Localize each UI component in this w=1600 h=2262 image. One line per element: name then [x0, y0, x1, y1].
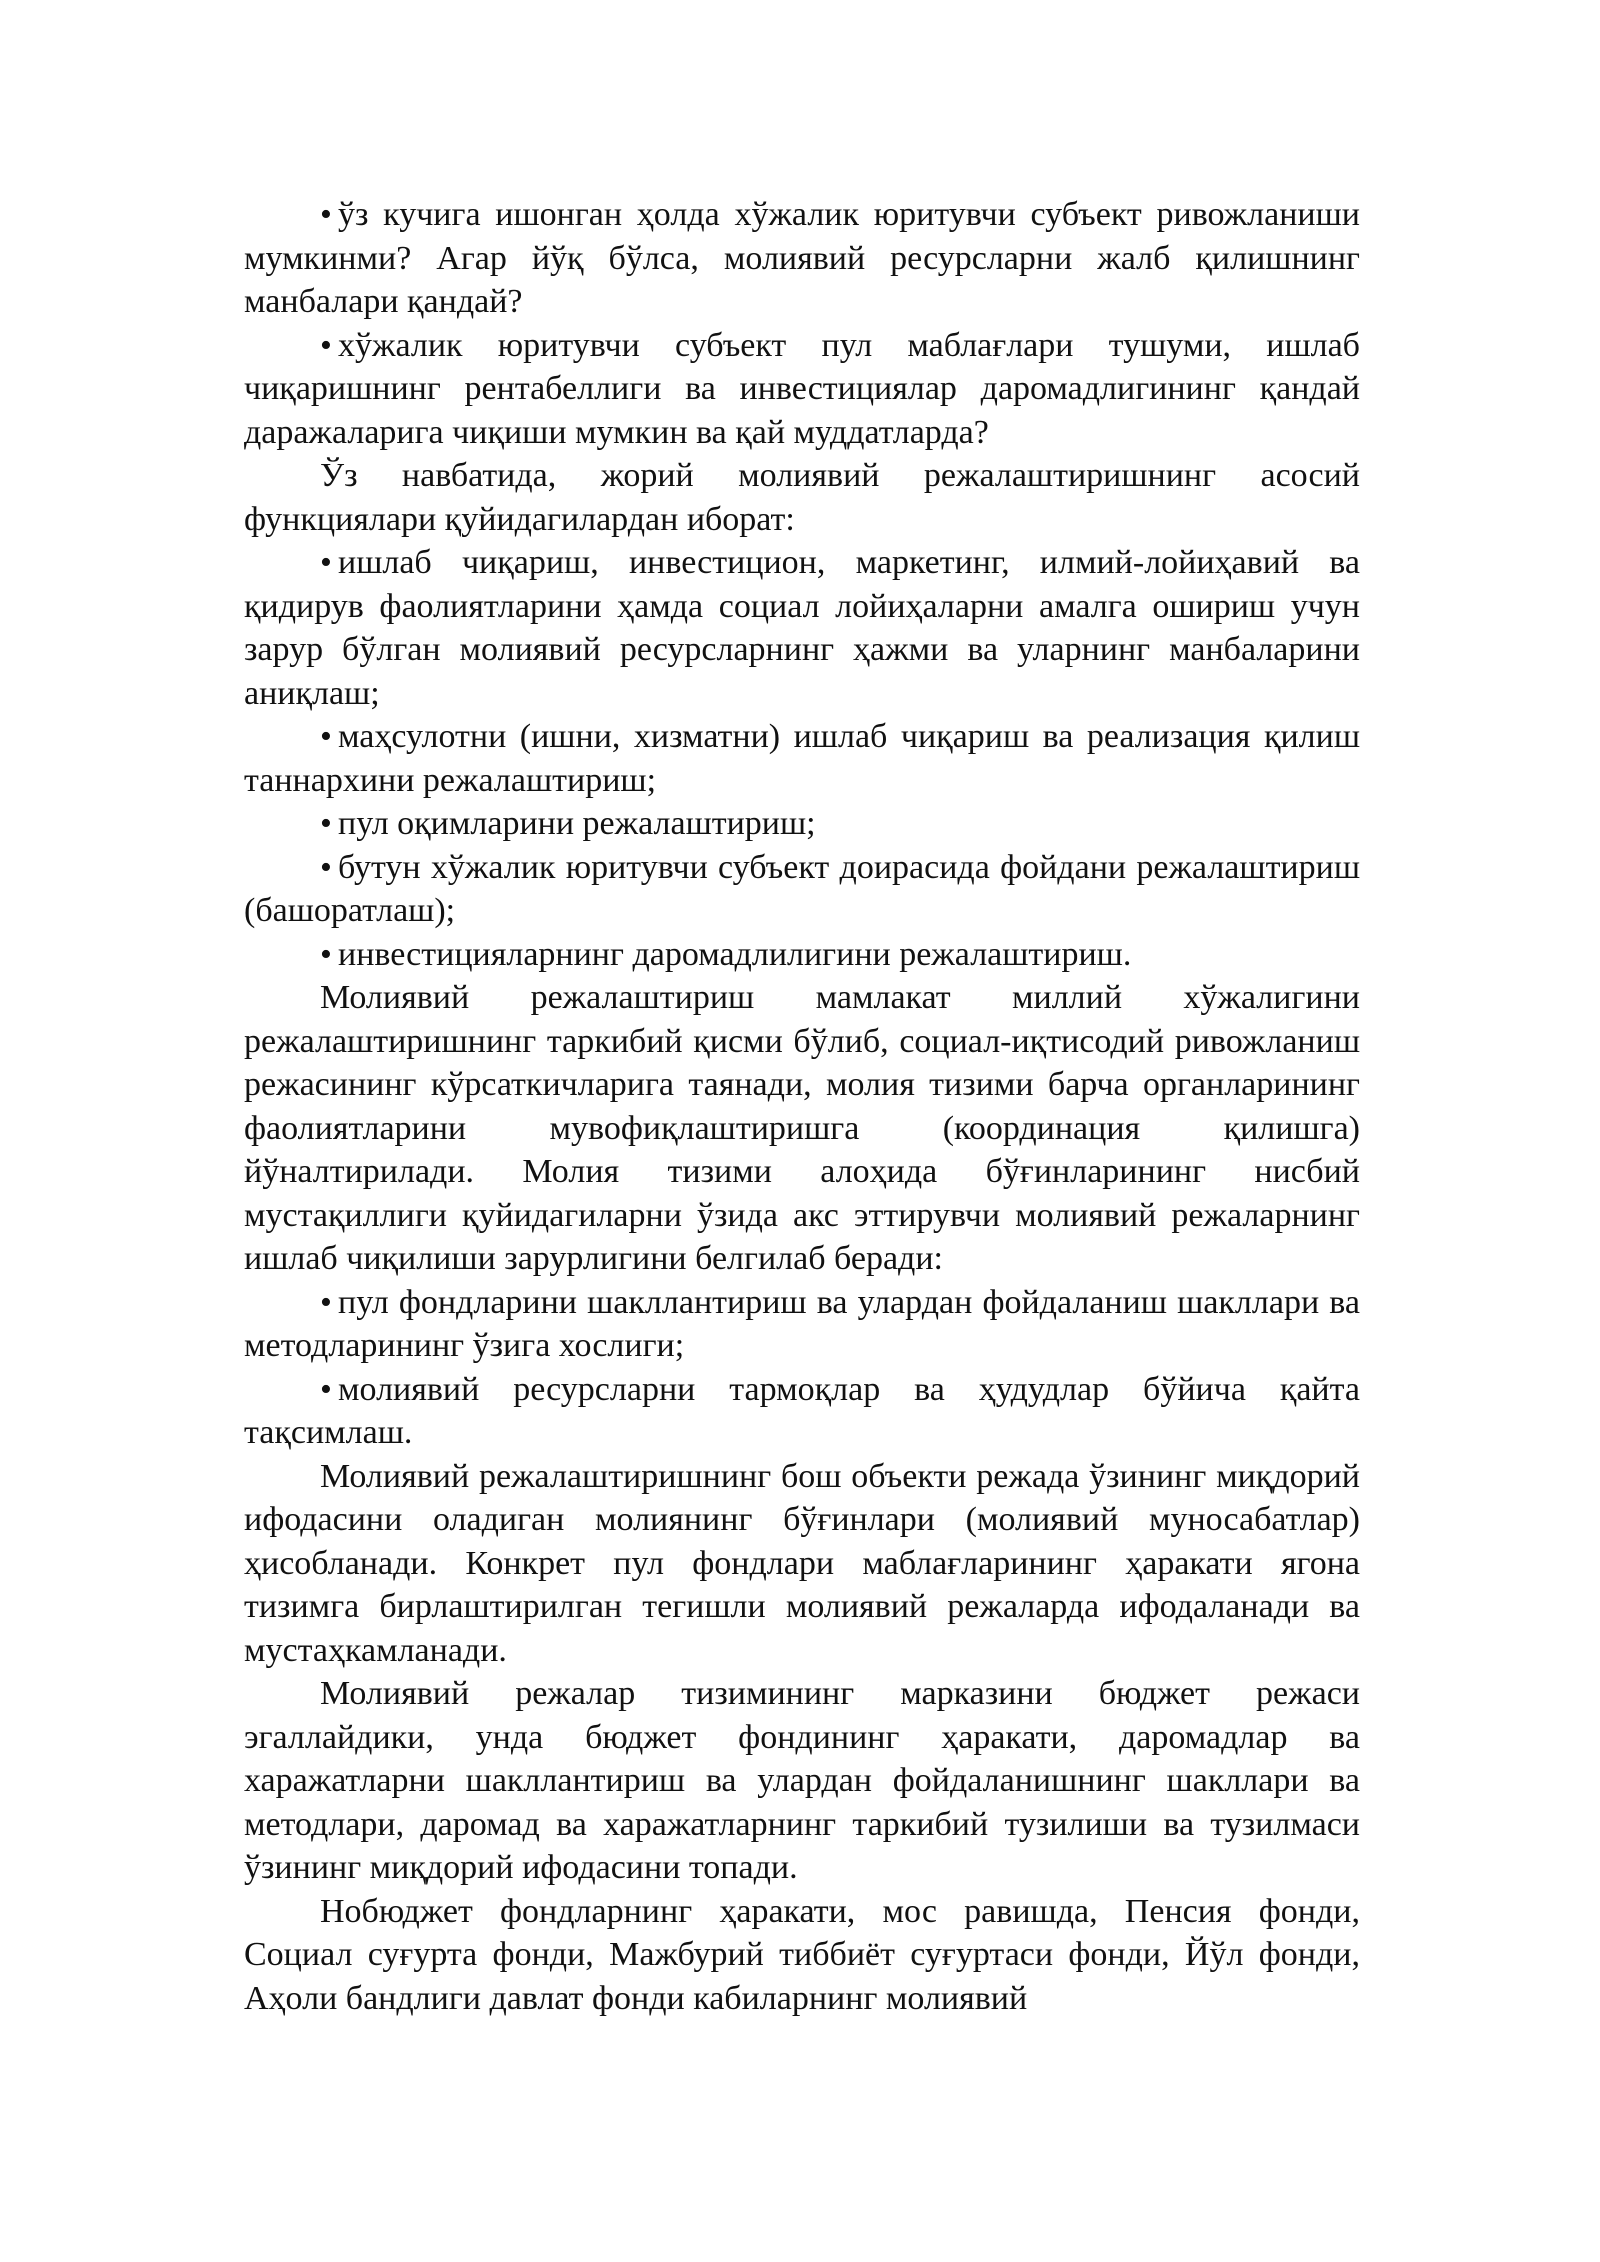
paragraph-text: пул оқимларини режалаштириш; [338, 805, 816, 842]
bullet-paragraph [244, 846, 1360, 933]
bullet-icon: • [320, 1283, 332, 1321]
paragraph-text: бутун хўжалик юритувчи субъект доирасида фойдани режалаштириш (башоратлаш); [244, 848, 1360, 929]
bullet-paragraph [244, 193, 1360, 324]
bullet-paragraph [244, 1368, 1360, 1455]
paragraph-text: маҳсулотни (ишни, хизматни) ишлаб чиқариш ва реализация қилиш таннархини режалаштириш; [244, 718, 1360, 799]
bullet-paragraph [244, 802, 1360, 846]
bullet-icon: • [320, 326, 332, 364]
bullet-icon: • [320, 718, 332, 755]
bullet-icon: • [320, 848, 332, 886]
bullet-icon: • [320, 1370, 332, 1408]
paragraph-text: хўжалик юритувчи субъект пул маблағлари тушуми, ишлаб чиқаришнинг рентабеллиги ва инвестициялар даромадлигининг қандай даражаларига чиқиши мумкин ва қай муддатларда? [244, 326, 1360, 451]
bullet-paragraph [244, 933, 1360, 977]
paragraph-text: ўз кучига ишонган ҳолда хўжалик юритувчи субъект ривожланиши мумкинми? Агар йўқ бўлса, молиявий ресурсларни жалб қилишнинг манбалари қандай? [244, 196, 1360, 320]
body-paragraph [244, 1455, 1360, 1673]
paragraph-text: Молиявий режалаштириш мамлакат миллий хўжалигини режалаштиришнинг таркибий қисми бўлиб, социал-иқтисодий ривожланиш режасининг кўрсаткичларига таянади, молия тизими барча органларининг фаолиятларини мувофиқлаштиришга (координация қилишга) йўналтирилади. Молия тизими алоҳида бўғинларининг нисбий мустақиллиги қуйидагиларни ўзида акс эттирувчи молиявий режаларнинг ишлаб чиқилиши зарурлигини белгилаб беради: [244, 979, 1360, 1277]
bullet-icon: • [320, 935, 332, 973]
bullet-paragraph [244, 1281, 1360, 1368]
paragraph-text: молиявий ресурсларни тармоқлар ва ҳудудлар бўйича қайта тақсимлаш. [244, 1370, 1360, 1451]
paragraph-text: пул фондларини шакллантириш ва улардан фойдаланиш шакллари ва методларининг ўзига хослиги; [244, 1283, 1360, 1364]
bullet-icon: • [320, 196, 332, 233]
document-page [244, 193, 1360, 2020]
paragraph-text: Нобюджет фондларнинг ҳаракати, мос равишда, Пенсия фонди, Социал суғурта фонди, Мажбурий тиббиёт суғуртаси фонди, Йўл фонди, Аҳоли бандлиги давлат фонди кабиларнинг молиявий [244, 1892, 1360, 2017]
body-paragraph [244, 454, 1360, 541]
paragraph-text: Молиявий режалар тизимининг марказини бюджет режаси эгаллайдики, унда бюджет фондининг ҳаракати, даромадлар ва харажатларни шакллантириш ва улардан фойдаланишнинг шакллари ва методлари, даромад ва харажатларнинг таркибий тузилиши ва тузилмаси ўзининг миқдорий ифодасини топади. [244, 1675, 1360, 1886]
paragraph-text: Молиявий режалаштиришнинг бош объекти режада ўзининг миқдорий ифодасини оладиган молиянинг бўғинлари (молиявий муносабатлар) ҳисобланади. Конкрет пул фондлари маблағларининг ҳаракати ягона тизимга бирлаштирилган тегишли молиявий режаларда ифодаланади ва мустаҳкамланади. [244, 1457, 1360, 1669]
bullet-icon: • [320, 544, 332, 581]
bullet-paragraph [244, 715, 1360, 802]
paragraph-text: инвестицияларнинг даромадлилигини режалаштириш. [338, 935, 1132, 973]
bullet-paragraph [244, 324, 1360, 455]
body-paragraph [244, 1672, 1360, 1890]
body-paragraph [244, 976, 1360, 1281]
body-paragraph [244, 1890, 1360, 2021]
bullet-icon: • [320, 805, 332, 842]
bullet-paragraph [244, 541, 1360, 715]
paragraph-text: ишлаб чиқариш, инвестицион, маркетинг, илмий-лойиҳавий ва қидирув фаолиятларини ҳамда социал лойиҳаларни амалга ошириш учун зарур бўлган молиявий ресурсларнинг ҳажми ва уларнинг манбаларини аниқлаш; [244, 544, 1360, 712]
paragraph-text: Ўз навбатида, жорий молиявий режалаштиришнинг асосий функциялари қуйидагилардан иборат: [244, 457, 1360, 538]
